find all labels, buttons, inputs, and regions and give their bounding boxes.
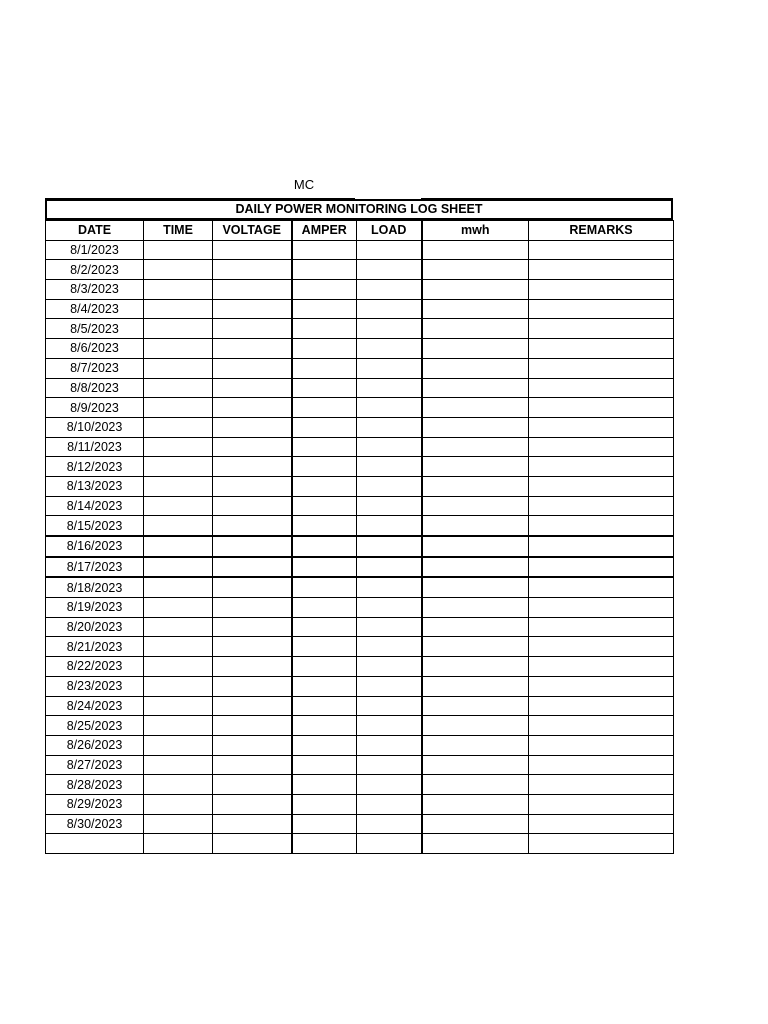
date-cell: 8/21/2023 [46,637,144,657]
mwh-cell[interactable] [422,557,529,578]
column-header-voltage: VOLTAGE [213,221,292,241]
amper-cell[interactable] [292,775,357,795]
load-cell[interactable] [357,557,422,578]
remarks-cell[interactable] [529,437,674,457]
time-cell[interactable] [144,240,213,260]
date-cell: 8/5/2023 [46,319,144,339]
table-row [46,299,674,319]
voltage-cell[interactable] [213,358,292,378]
load-cell[interactable] [357,657,422,677]
voltage-cell[interactable] [213,378,292,398]
load-cell[interactable] [357,358,422,378]
amper-cell[interactable] [292,476,357,496]
time-cell[interactable] [144,299,213,319]
date-cell: 8/24/2023 [46,696,144,716]
table-row [46,716,674,736]
load-cell[interactable] [357,280,422,300]
mwh-cell[interactable] [422,476,529,496]
remarks-cell[interactable] [529,577,674,597]
amper-cell[interactable] [292,280,357,300]
time-cell[interactable] [144,696,213,716]
mwh-cell[interactable] [422,794,529,814]
load-cell[interactable] [357,617,422,637]
date-cell: 8/29/2023 [46,794,144,814]
amper-cell[interactable] [292,557,357,578]
remarks-cell[interactable] [529,496,674,516]
mwh-cell[interactable] [422,378,529,398]
remarks-cell[interactable] [529,735,674,755]
table-row [46,319,674,339]
voltage-cell[interactable] [213,775,292,795]
remarks-cell[interactable] [529,358,674,378]
amper-cell[interactable] [292,834,357,854]
load-cell[interactable] [357,496,422,516]
remarks-cell[interactable] [529,617,674,637]
mwh-cell[interactable] [422,240,529,260]
mwh-cell[interactable] [422,775,529,795]
time-cell[interactable] [144,260,213,280]
voltage-cell[interactable] [213,457,292,477]
date-cell: 8/10/2023 [46,417,144,437]
time-cell[interactable] [144,716,213,736]
table-row [46,398,674,418]
mwh-cell[interactable] [422,735,529,755]
time-cell[interactable] [144,735,213,755]
remarks-cell[interactable] [529,775,674,795]
load-cell[interactable] [357,755,422,775]
mwh-cell[interactable] [422,676,529,696]
amper-cell[interactable] [292,417,357,437]
load-cell[interactable] [357,536,422,557]
remarks-cell[interactable] [529,557,674,578]
load-cell[interactable] [357,476,422,496]
load-cell[interactable] [357,319,422,339]
date-cell [46,834,144,854]
amper-cell[interactable] [292,398,357,418]
remarks-cell[interactable] [529,755,674,775]
time-cell[interactable] [144,577,213,597]
amper-cell[interactable] [292,735,357,755]
date-cell: 8/14/2023 [46,496,144,516]
table-row [46,358,674,378]
remarks-cell[interactable] [529,398,674,418]
table-row [46,775,674,795]
mwh-cell[interactable] [422,299,529,319]
time-cell[interactable] [144,834,213,854]
amper-cell[interactable] [292,617,357,637]
date-cell: 8/27/2023 [46,755,144,775]
voltage-cell[interactable] [213,676,292,696]
remarks-cell[interactable] [529,378,674,398]
table-row [46,280,674,300]
voltage-cell[interactable] [213,496,292,516]
table-row [46,617,674,637]
amper-cell[interactable] [292,319,357,339]
remarks-cell[interactable] [529,716,674,736]
time-cell[interactable] [144,617,213,637]
voltage-cell[interactable] [213,637,292,657]
table-row [46,794,674,814]
date-cell: 8/1/2023 [46,240,144,260]
mwh-cell[interactable] [422,319,529,339]
voltage-cell[interactable] [213,657,292,677]
amper-cell[interactable] [292,378,357,398]
voltage-cell[interactable] [213,577,292,597]
date-cell: 8/26/2023 [46,735,144,755]
mwh-cell[interactable] [422,814,529,834]
amper-cell[interactable] [292,339,357,359]
table-header-row [46,221,674,241]
load-cell[interactable] [357,299,422,319]
time-cell[interactable] [144,378,213,398]
remarks-cell[interactable] [529,516,674,536]
remarks-cell[interactable] [529,319,674,339]
date-cell: 8/9/2023 [46,398,144,418]
voltage-cell[interactable] [213,536,292,557]
load-cell[interactable] [357,794,422,814]
mwh-cell[interactable] [422,657,529,677]
voltage-cell[interactable] [213,398,292,418]
date-cell: 8/12/2023 [46,457,144,477]
time-cell[interactable] [144,398,213,418]
table-row [46,755,674,775]
mwh-cell[interactable] [422,437,529,457]
remarks-cell[interactable] [529,457,674,477]
table-row [46,598,674,618]
mwh-cell[interactable] [422,577,529,597]
time-cell[interactable] [144,557,213,578]
voltage-cell[interactable] [213,240,292,260]
table-row [46,378,674,398]
time-cell[interactable] [144,476,213,496]
mwh-cell[interactable] [422,496,529,516]
table-row [46,457,674,477]
remarks-cell[interactable] [529,476,674,496]
table-row [46,339,674,359]
time-cell[interactable] [144,319,213,339]
voltage-cell[interactable] [213,280,292,300]
load-cell[interactable] [357,339,422,359]
mwh-cell[interactable] [422,834,529,854]
amper-cell[interactable] [292,516,357,536]
time-cell[interactable] [144,417,213,437]
date-cell: 8/17/2023 [46,557,144,578]
mwh-cell[interactable] [422,755,529,775]
amper-cell[interactable] [292,598,357,618]
amper-cell[interactable] [292,755,357,775]
remarks-cell[interactable] [529,299,674,319]
remarks-cell[interactable] [529,339,674,359]
time-cell[interactable] [144,437,213,457]
amper-cell[interactable] [292,814,357,834]
amper-cell[interactable] [292,240,357,260]
amper-cell[interactable] [292,794,357,814]
voltage-cell[interactable] [213,319,292,339]
voltage-cell[interactable] [213,814,292,834]
amper-cell[interactable] [292,496,357,516]
remarks-cell[interactable] [529,834,674,854]
mwh-cell[interactable] [422,516,529,536]
voltage-cell[interactable] [213,417,292,437]
load-cell[interactable] [357,417,422,437]
table-row [46,417,674,437]
remarks-cell[interactable] [529,536,674,557]
mwh-cell[interactable] [422,280,529,300]
time-cell[interactable] [144,755,213,775]
date-cell: 8/16/2023 [46,536,144,557]
table-row [46,240,674,260]
date-cell: 8/28/2023 [46,775,144,795]
remarks-cell[interactable] [529,280,674,300]
load-cell[interactable] [357,378,422,398]
time-cell[interactable] [144,775,213,795]
mwh-cell[interactable] [422,716,529,736]
voltage-cell[interactable] [213,794,292,814]
time-cell[interactable] [144,358,213,378]
load-cell[interactable] [357,457,422,477]
table-row [46,536,674,557]
table-row [46,735,674,755]
date-cell: 8/2/2023 [46,260,144,280]
date-cell: 8/23/2023 [46,676,144,696]
table-row [46,814,674,834]
column-header-time: TIME [144,221,213,241]
date-cell: 8/13/2023 [46,476,144,496]
remarks-cell[interactable] [529,676,674,696]
remarks-cell[interactable] [529,814,674,834]
voltage-cell[interactable] [213,598,292,618]
time-cell[interactable] [144,496,213,516]
remarks-cell[interactable] [529,240,674,260]
amper-cell[interactable] [292,437,357,457]
date-cell: 8/6/2023 [46,339,144,359]
table-row [46,496,674,516]
time-cell[interactable] [144,457,213,477]
voltage-cell[interactable] [213,834,292,854]
load-cell[interactable] [357,676,422,696]
time-cell[interactable] [144,598,213,618]
power-log-table [45,220,674,854]
date-cell: 8/11/2023 [46,437,144,457]
amper-cell[interactable] [292,457,357,477]
voltage-cell[interactable] [213,617,292,637]
date-cell: 8/19/2023 [46,598,144,618]
time-cell[interactable] [144,339,213,359]
date-cell: 8/30/2023 [46,814,144,834]
table-row [46,557,674,578]
mwh-cell[interactable] [422,398,529,418]
mwh-cell[interactable] [422,417,529,437]
column-header-remarks: REMARKS [529,221,674,241]
date-cell: 8/3/2023 [46,280,144,300]
date-cell: 8/22/2023 [46,657,144,677]
table-row [46,696,674,716]
mwh-cell[interactable] [422,696,529,716]
voltage-cell[interactable] [213,716,292,736]
column-header-load: LOAD [357,221,422,241]
time-cell[interactable] [144,657,213,677]
table-row [46,834,674,854]
voltage-cell[interactable] [213,557,292,578]
load-cell[interactable] [357,814,422,834]
voltage-cell[interactable] [213,516,292,536]
load-cell[interactable] [357,516,422,536]
mwh-cell[interactable] [422,617,529,637]
load-cell[interactable] [357,398,422,418]
table-row [46,577,674,597]
date-cell: 8/8/2023 [46,378,144,398]
column-header-mwh: mwh [422,221,529,241]
remarks-cell[interactable] [529,794,674,814]
voltage-cell[interactable] [213,476,292,496]
amper-cell[interactable] [292,676,357,696]
remarks-cell[interactable] [529,598,674,618]
amper-cell[interactable] [292,716,357,736]
column-header-amper: AMPER [292,221,357,241]
remarks-cell[interactable] [529,696,674,716]
time-cell[interactable] [144,794,213,814]
amper-cell[interactable] [292,637,357,657]
load-cell[interactable] [357,260,422,280]
voltage-cell[interactable] [213,299,292,319]
table-row [46,437,674,457]
mc-label: MC [293,177,315,192]
date-cell: 8/20/2023 [46,617,144,637]
amper-cell[interactable] [292,696,357,716]
amper-cell[interactable] [292,536,357,557]
mwh-cell[interactable] [422,637,529,657]
amper-cell[interactable] [292,358,357,378]
amper-cell[interactable] [292,299,357,319]
date-cell: 8/4/2023 [46,299,144,319]
column-header-date: DATE [46,221,144,241]
amper-cell[interactable] [292,657,357,677]
mwh-cell[interactable] [422,339,529,359]
load-cell[interactable] [357,598,422,618]
load-cell[interactable] [357,240,422,260]
remarks-cell[interactable] [529,260,674,280]
time-cell[interactable] [144,536,213,557]
date-cell: 8/25/2023 [46,716,144,736]
table-row [46,657,674,677]
voltage-cell[interactable] [213,735,292,755]
table-body [46,240,674,853]
table-row [46,637,674,657]
load-cell[interactable] [357,637,422,657]
mwh-cell[interactable] [422,260,529,280]
voltage-cell[interactable] [213,696,292,716]
load-cell[interactable] [357,696,422,716]
mwh-cell[interactable] [422,457,529,477]
date-cell: 8/18/2023 [46,577,144,597]
table-row [46,516,674,536]
date-cell: 8/7/2023 [46,358,144,378]
mwh-cell[interactable] [422,598,529,618]
mwh-cell[interactable] [422,358,529,378]
load-cell[interactable] [357,716,422,736]
voltage-cell[interactable] [213,339,292,359]
mwh-cell[interactable] [422,536,529,557]
remarks-cell[interactable] [529,417,674,437]
amper-cell[interactable] [292,577,357,597]
table-row [46,676,674,696]
load-cell[interactable] [357,437,422,457]
sheet-title: DAILY POWER MONITORING LOG SHEET [45,199,673,220]
time-cell[interactable] [144,814,213,834]
time-cell[interactable] [144,676,213,696]
voltage-cell[interactable] [213,755,292,775]
date-cell: 8/15/2023 [46,516,144,536]
time-cell[interactable] [144,637,213,657]
remarks-cell[interactable] [529,637,674,657]
time-cell[interactable] [144,280,213,300]
voltage-cell[interactable] [213,260,292,280]
load-cell[interactable] [357,834,422,854]
amper-cell[interactable] [292,260,357,280]
voltage-cell[interactable] [213,437,292,457]
load-cell[interactable] [357,577,422,597]
load-cell[interactable] [357,735,422,755]
load-cell[interactable] [357,775,422,795]
table-row [46,476,674,496]
time-cell[interactable] [144,516,213,536]
remarks-cell[interactable] [529,657,674,677]
table-row [46,260,674,280]
